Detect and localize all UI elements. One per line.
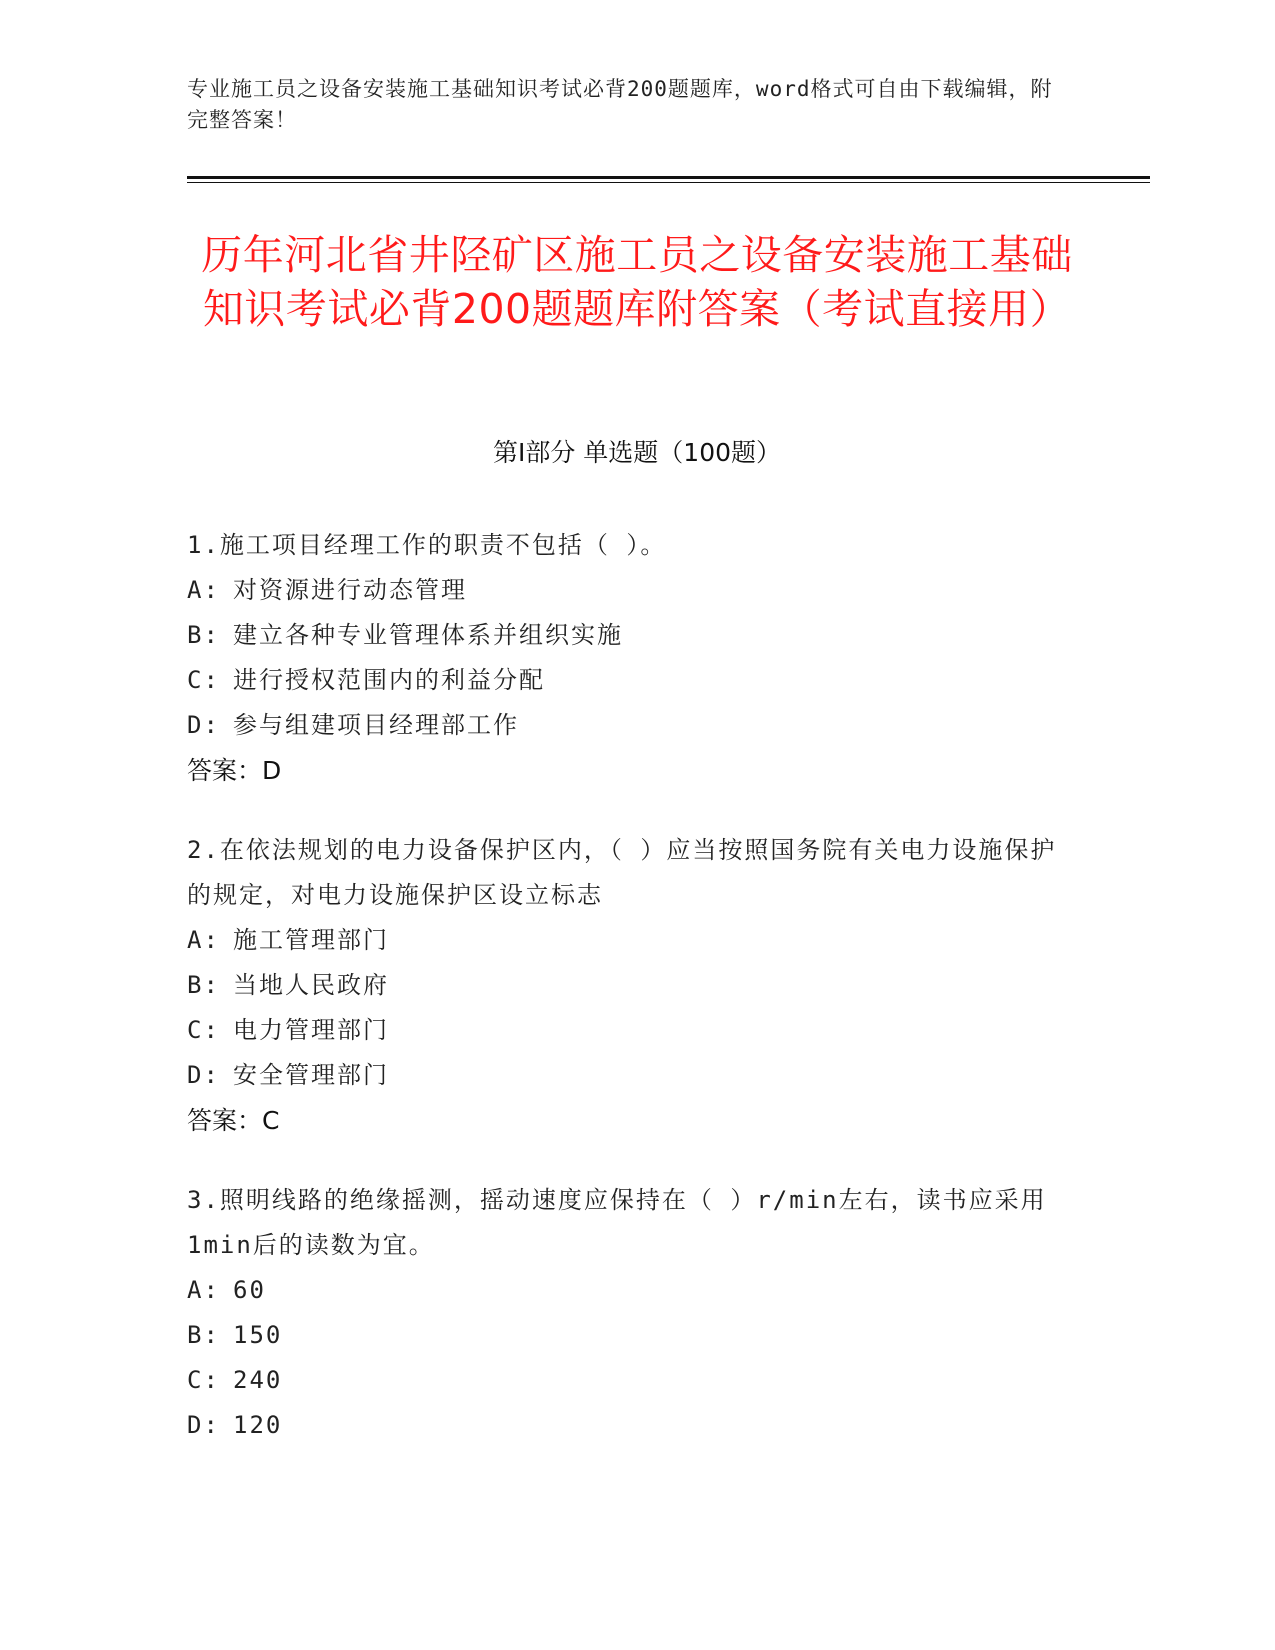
option-a <box>187 918 1067 963</box>
option-letter: A: <box>187 1276 220 1304</box>
option-letter: D: <box>187 1061 220 1089</box>
option-text: 电力管理部门 <box>233 1016 389 1044</box>
option-text: 对资源进行动态管理 <box>233 576 467 604</box>
option-text: 建立各种专业管理体系并组织实施 <box>233 621 623 649</box>
option-b <box>187 1313 1067 1358</box>
option-text: 240 <box>233 1366 283 1394</box>
question-stem: 1.施工项目经理工作的职责不包括（ ）。 <box>187 531 667 559</box>
option-letter: C: <box>187 1366 220 1394</box>
document-title: 历年河北省井陉矿区施工员之设备安装施工基础知识考试必背200题题库附答案（考试直接用） <box>201 231 1073 333</box>
option-text: 参与组建项目经理部工作 <box>233 711 519 739</box>
header-note: 专业施工员之设备安装施工基础知识考试必背200题题库，word格式可自由下载编辑，附完整答案！ <box>187 77 1053 132</box>
question-item <box>187 828 1067 1143</box>
option-letter: C: <box>187 666 220 694</box>
question-stem: 2.在依法规划的电力设备保护区内，（ ）应当按照国务院有关电力设施保护的规定，对电力设施保护区设立标志 <box>187 836 1057 909</box>
question-item <box>187 523 1067 793</box>
question-stem: 3.照明线路的绝缘摇测，摇动速度应保持在（ ）r/min左右，读书应采用1min后的读数为宜。 <box>187 1186 1047 1259</box>
header-rule-thick <box>187 176 1150 179</box>
option-text: 120 <box>233 1411 283 1439</box>
option-a <box>187 568 1067 613</box>
option-letter: D: <box>187 711 220 739</box>
option-c <box>187 1358 1067 1403</box>
option-b <box>187 613 1067 658</box>
option-c <box>187 1008 1067 1053</box>
question-answer: 答案：C <box>187 1106 280 1135</box>
option-letter: D: <box>187 1411 220 1439</box>
question-item <box>187 1178 1067 1448</box>
option-d <box>187 1403 1067 1448</box>
question-list <box>187 523 1067 1483</box>
option-text: 进行授权范围内的利益分配 <box>233 666 545 694</box>
option-letter: B: <box>187 1321 220 1349</box>
option-text: 当地人民政府 <box>233 971 389 999</box>
option-b <box>187 963 1067 1008</box>
option-letter: A: <box>187 926 220 954</box>
question-answer: 答案：D <box>187 756 282 785</box>
option-letter: C: <box>187 1016 220 1044</box>
option-d <box>187 1053 1067 1098</box>
option-letter: A: <box>187 576 220 604</box>
option-a <box>187 1268 1067 1313</box>
option-text: 150 <box>233 1321 283 1349</box>
header-rule-thin <box>187 182 1150 183</box>
option-text: 60 <box>233 1276 266 1304</box>
option-text: 安全管理部门 <box>233 1061 389 1089</box>
option-d <box>187 703 1067 748</box>
option-text: 施工管理部门 <box>233 926 389 954</box>
option-letter: B: <box>187 621 220 649</box>
option-c <box>187 658 1067 703</box>
option-letter: B: <box>187 971 220 999</box>
section-title: 第Ⅰ部分 单选题（100题） <box>492 438 782 467</box>
